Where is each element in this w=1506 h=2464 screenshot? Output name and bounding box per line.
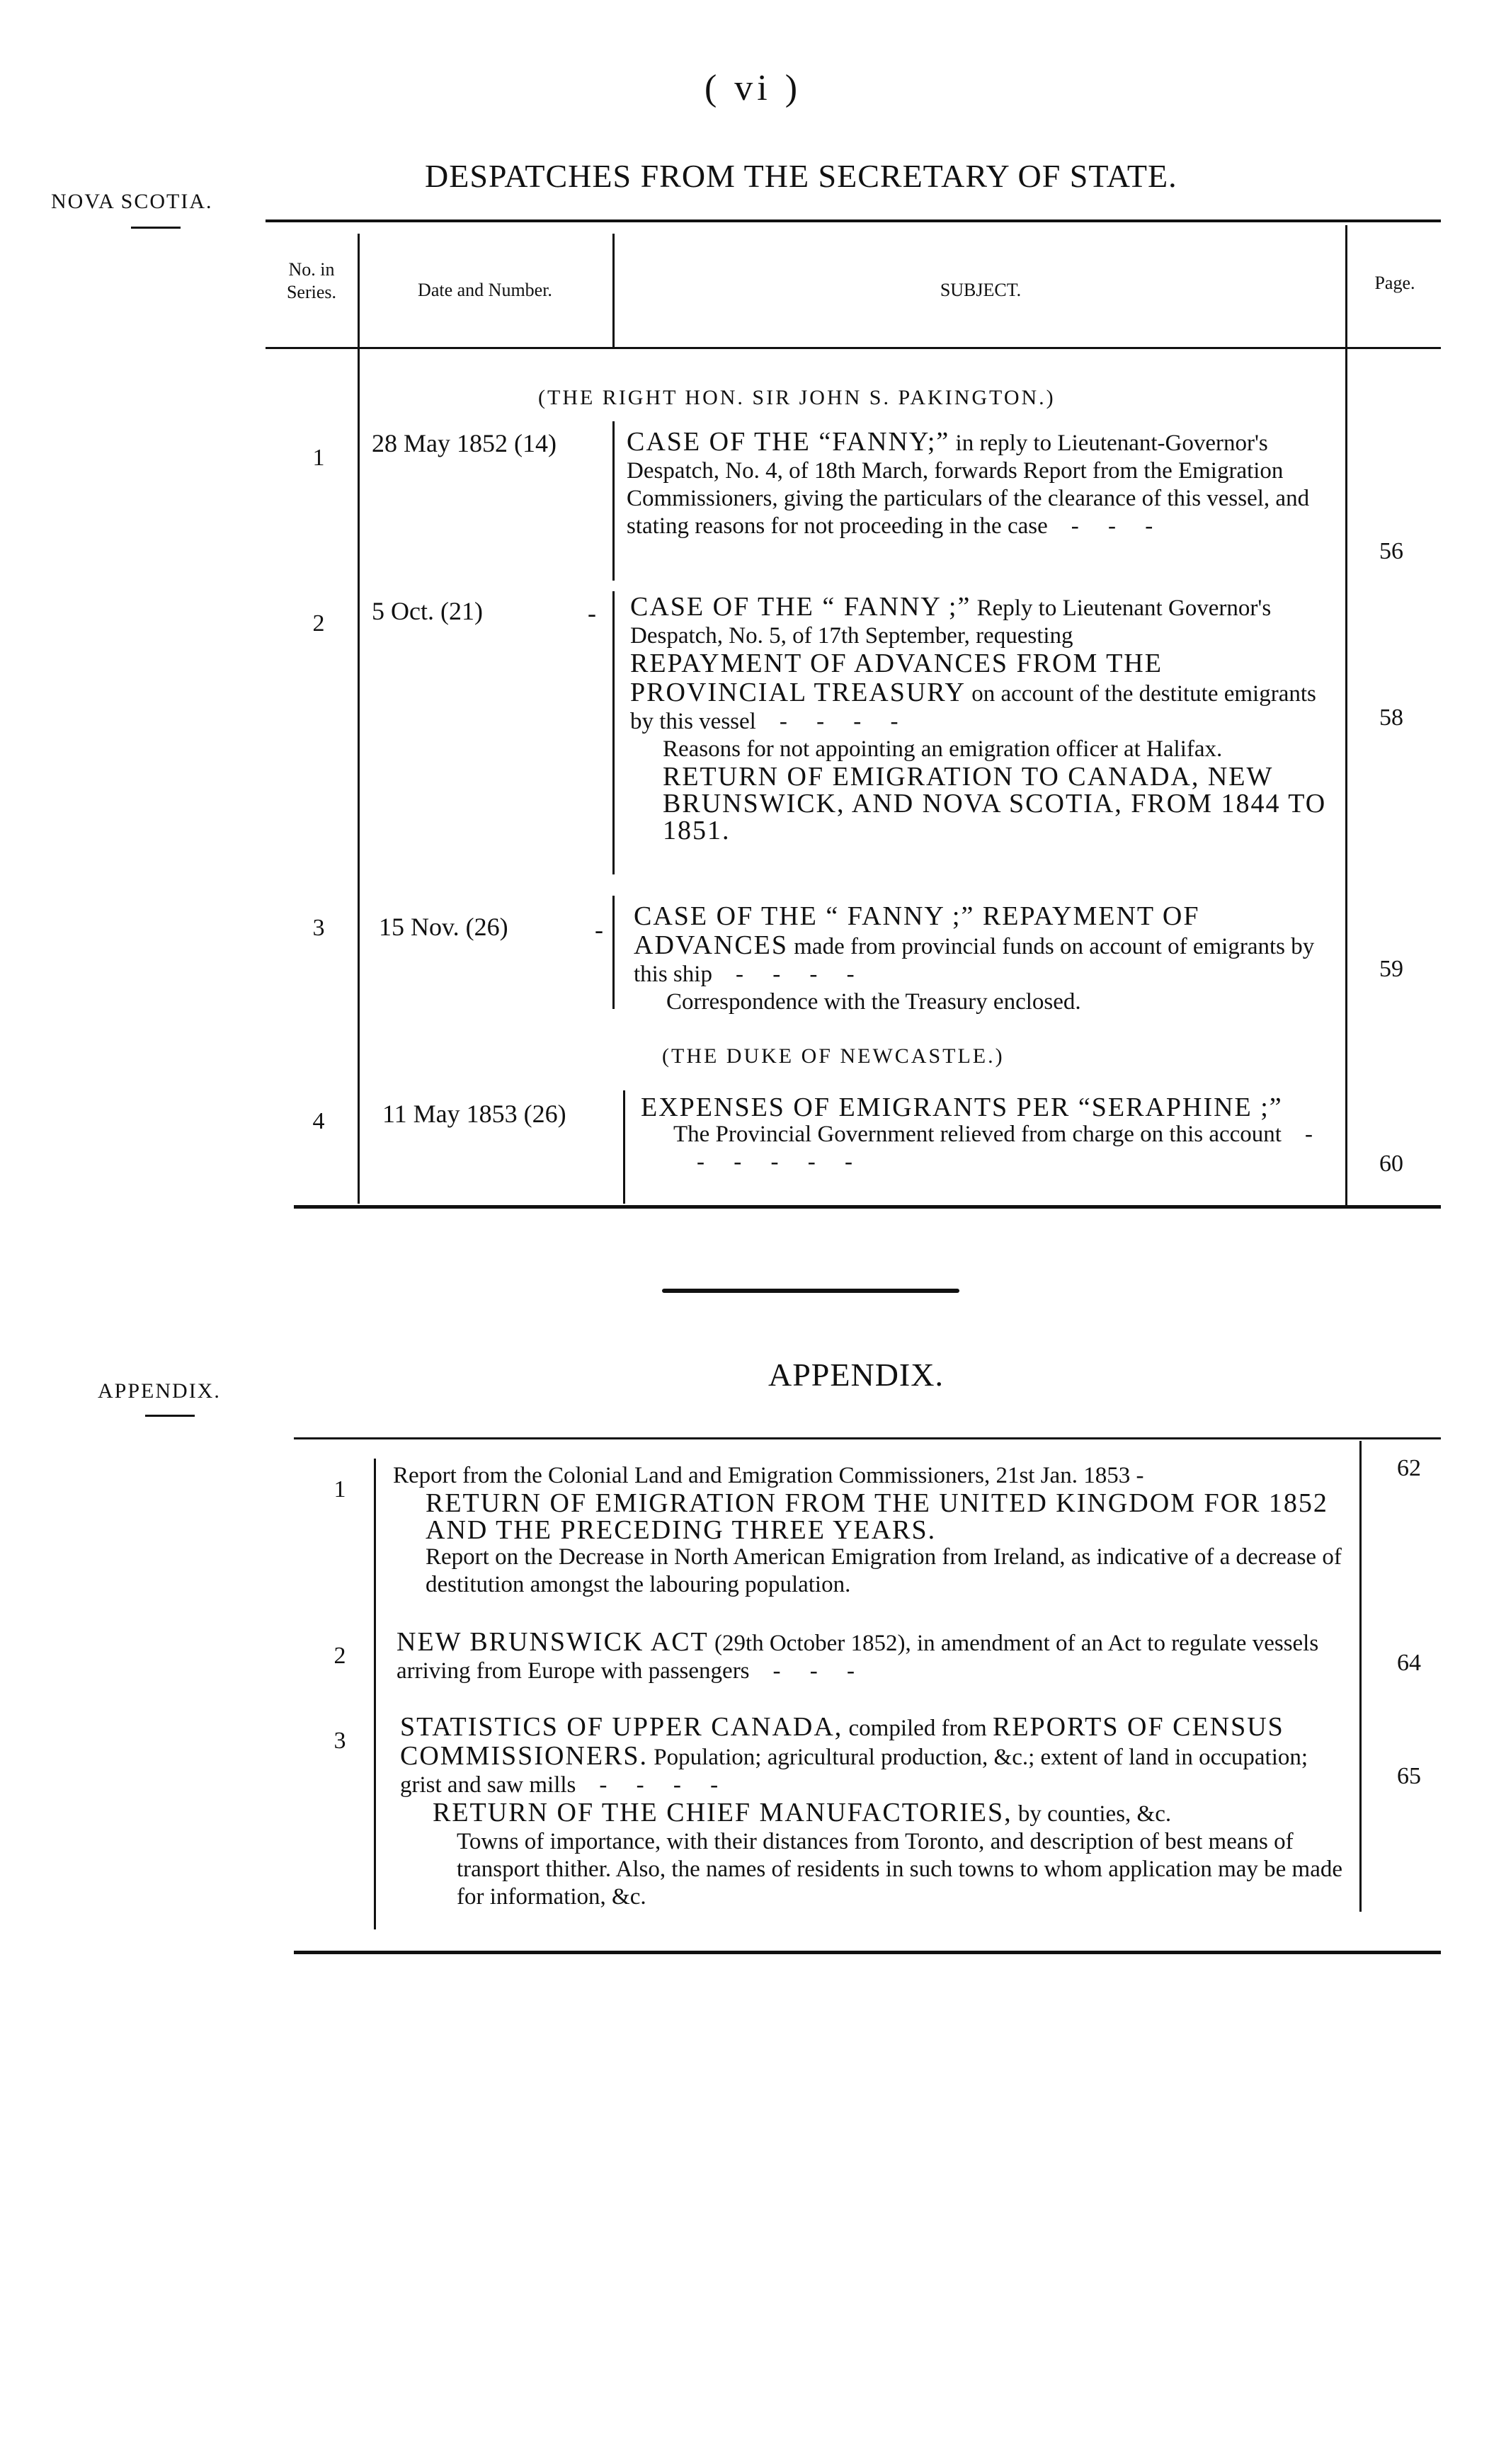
appendix-row-page: 62	[1397, 1455, 1421, 1481]
appendix-row-page: 65	[1397, 1763, 1421, 1789]
section-title-appendix: APPENDIX.	[768, 1357, 944, 1393]
appendix-row-number: 3	[333, 1728, 346, 1754]
table-top-rule	[266, 219, 1441, 222]
row-subject: EXPENSES OF EMIGRANTS PER “SERAPHINE ;” The Provincial Government relieved from charge on this account - - - - - -	[641, 1093, 1313, 1175]
appendix-row-subject: STATISTICS OF UPPER CANADA, compiled from REPORTS OF CENSUS COMMISSIONERS. Population; agricultural production, &c.; extent of land in occupation; grist and saw mills - - - - RETURN OF THE CHIEF MANUFACTORIES, by counties, &c. Towns of importance, with their distances from Toronto, and description of best means of transport thither. Also, the names of residents in such towns to whom application may be made for information, &c.	[400, 1712, 1343, 1910]
row-date: 11 May 1853 (26)	[382, 1100, 566, 1128]
appendix-divider-page	[1359, 1441, 1362, 1912]
appendix-divider-no	[374, 1459, 376, 1929]
row-number: 4	[312, 1108, 325, 1134]
column-divider-no	[358, 234, 360, 1204]
minister-heading: (THE DUKE OF NEWCASTLE.)	[662, 1044, 1005, 1068]
row-date: 28 May 1852 (14)	[372, 429, 557, 457]
row-date: 5 Oct. (21)	[372, 597, 483, 625]
row-dash: -	[588, 599, 596, 627]
minister-heading: (THE RIGHT HON. SIR JOHN S. PAKINGTON.)	[538, 386, 1056, 409]
table-header-rule	[266, 347, 1441, 349]
column-divider-page	[1345, 225, 1347, 1205]
page-number: ( vi )	[704, 68, 802, 108]
ornamental-divider	[662, 1289, 959, 1293]
appendix-row-page: 64	[1397, 1650, 1421, 1676]
column-divider-date	[623, 1090, 625, 1204]
row-subject: CASE OF THE “ FANNY ;” REPAYMENT OF ADVANCES made from provincial funds on account of emigrants by this ship - - - - Correspondence with the Treasury enclosed.	[634, 901, 1315, 1015]
table-bottom-rule	[294, 1205, 1441, 1209]
row-dash: -	[595, 916, 603, 944]
side-rule	[145, 1415, 195, 1417]
appendix-row-subject: Report from the Colonial Land and Emigration Commissioners, 21st Jan. 1853 - RETURN OF EMIGRATION FROM THE UNITED KINGDOM FOR 1852 AND THE PRECEDING THREE YEARS. Report on the Decrease in North American Emigration from Ireland, as indicative of a decrease of destitution amongst the labouring population.	[393, 1463, 1342, 1597]
row-page: 60	[1379, 1151, 1403, 1177]
row-number: 1	[312, 445, 325, 471]
row-page: 56	[1379, 538, 1403, 564]
appendix-row-subject: NEW BRUNSWICK ACT (29th October 1852), in amendment of an Act to regulate vessels arriving from Europe with passengers - - -	[397, 1627, 1319, 1684]
section-title-despatches: DESPATCHES FROM THE SECRETARY OF STATE.	[425, 158, 1177, 194]
appendix-row-number: 2	[333, 1643, 346, 1669]
row-date: 15 Nov. (26)	[379, 913, 508, 941]
appendix-bottom-rule	[294, 1951, 1441, 1954]
row-page: 58	[1379, 705, 1403, 731]
header-subject: SUBJECT.	[940, 280, 1022, 300]
header-date: Date and Number.	[418, 280, 552, 300]
header-no: No. in Series.	[286, 259, 337, 302]
side-rule	[131, 227, 181, 229]
column-divider-date	[612, 421, 615, 581]
header-page: Page.	[1374, 273, 1415, 293]
appendix-row-number: 1	[333, 1476, 346, 1502]
row-page: 59	[1379, 956, 1403, 982]
side-label-appendix: APPENDIX.	[98, 1379, 221, 1403]
appendix-top-rule	[294, 1437, 1441, 1439]
row-number: 2	[312, 610, 325, 637]
row-number: 3	[312, 915, 325, 941]
side-label-nova-scotia: NOVA SCOTIA.	[51, 190, 213, 213]
row-subject: CASE OF THE “ FANNY ;” Reply to Lieutenant Governor's Despatch, No. 5, of 17th September, requesting REPAYMENT OF ADVANCES FROM THE PROVINCIAL TREASURY on account of the destitute emigrants by this vessel - - - - Reasons for not appointing an emigration officer at Halifax. RETURN OF EMIGRATION TO CANADA, NEW BRUNSWICK, AND NOVA SCOTIA, FROM 1844 TO 1851.	[630, 592, 1327, 845]
column-divider-date	[612, 591, 615, 874]
column-divider-date	[612, 896, 615, 1009]
row-subject: CASE OF THE “FANNY;” in reply to Lieutenant-Governor's Despatch, No. 4, of 18th March, forwards Report from the Emigration Commissioners, giving the particulars of the clearance of this vessel, and stating reasons for not proceeding in the case - - -	[627, 427, 1310, 539]
column-divider-date-header	[612, 234, 615, 347]
